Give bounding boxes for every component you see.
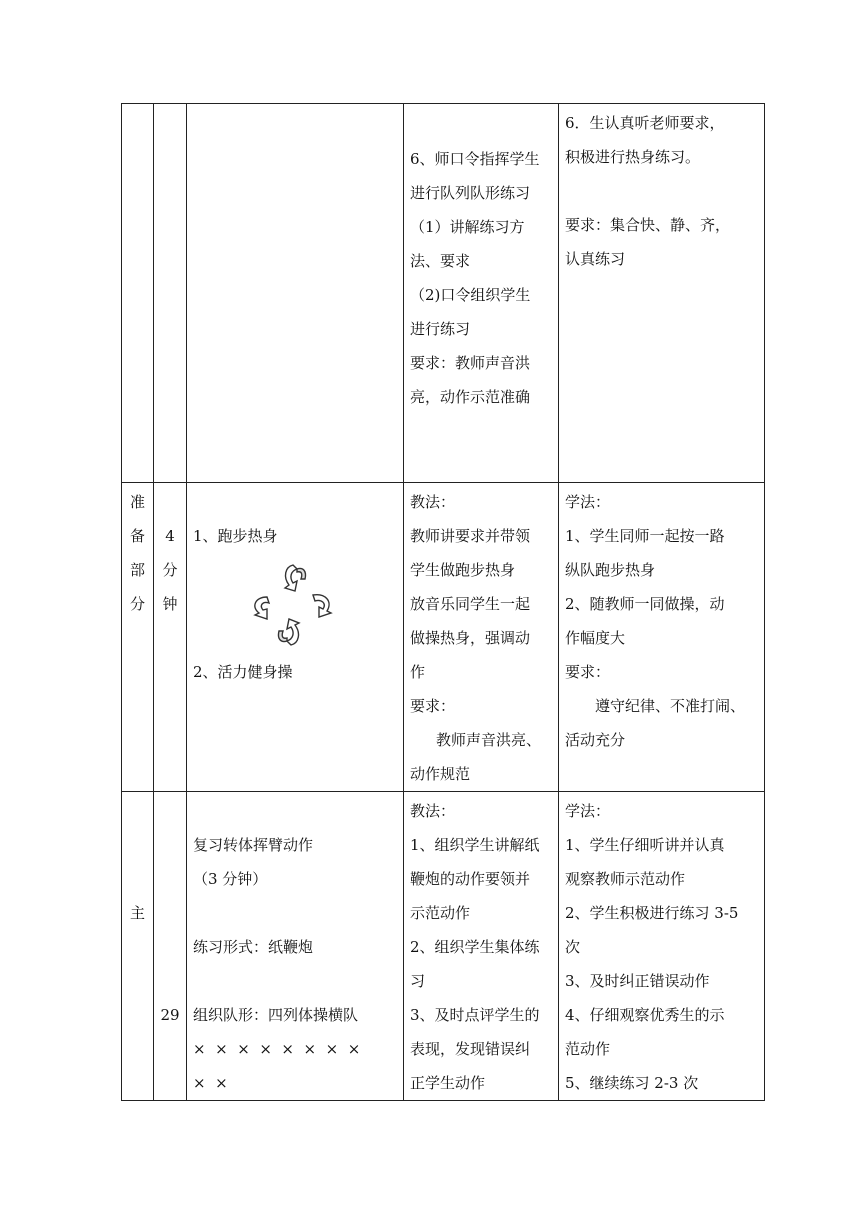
text-line: 4、仔细观察优秀生的示 bbox=[565, 1006, 725, 1024]
text-line: 做操热身，强调动 bbox=[410, 629, 531, 647]
formation-row: × × bbox=[193, 1074, 228, 1092]
teacher-method-cell bbox=[404, 792, 559, 1101]
text-line: 1、组织学生讲解纸 bbox=[410, 836, 540, 854]
text-line: 表现，发现错误纠 bbox=[410, 1040, 531, 1058]
section-char: 备 bbox=[129, 527, 145, 545]
text-line: 认真练习 bbox=[565, 250, 626, 268]
time-char: 4 bbox=[165, 527, 175, 545]
text-line: 积极进行热身练习。 bbox=[565, 148, 701, 166]
text-line: （1）讲解练习方 bbox=[410, 218, 525, 236]
text-line: 进行队列队形练习 bbox=[410, 184, 531, 202]
content-item: 1、跑步热身 bbox=[193, 527, 278, 545]
teacher-method-cell bbox=[404, 104, 559, 483]
text-line: 2、组织学生集体练 bbox=[410, 938, 540, 956]
teacher-method-cell bbox=[404, 483, 559, 792]
section-char: 准 bbox=[129, 493, 145, 511]
text-line: 2、随教师一同做操，动 bbox=[565, 595, 725, 613]
text-line: 范动作 bbox=[565, 1040, 611, 1058]
time-value: 29 bbox=[160, 1006, 180, 1024]
time-cell bbox=[154, 483, 187, 792]
lesson-plan-table bbox=[121, 103, 765, 1101]
time-cell bbox=[154, 104, 187, 483]
text-line: 作 bbox=[410, 663, 426, 681]
table-row bbox=[122, 104, 765, 483]
text-line: 要求：教师声音洪 bbox=[410, 354, 531, 372]
text-line bbox=[193, 896, 399, 930]
text-line: 动作规范 bbox=[410, 765, 471, 783]
time-char: 钟 bbox=[162, 595, 178, 613]
table-row bbox=[122, 483, 765, 792]
text-line: 2、学生积极进行练习 3-5 bbox=[565, 904, 739, 922]
section-cell bbox=[122, 792, 154, 1101]
text-line: 练习形式：纸鞭炮 bbox=[193, 938, 314, 956]
text-line: 要求：集合快、静、齐， bbox=[565, 216, 731, 234]
text-line: 1、学生仔细听讲并认真 bbox=[565, 836, 725, 854]
formation-row: × × × × × × × × bbox=[193, 1040, 361, 1058]
text-line: （3 分钟） bbox=[193, 870, 268, 888]
section-cell bbox=[122, 483, 154, 792]
student-method-cell bbox=[559, 792, 765, 1101]
requirement-title: 要求： bbox=[410, 697, 456, 715]
text-line: 习 bbox=[410, 972, 426, 990]
section-char: 主 bbox=[129, 904, 145, 922]
content-item: 2、活力健身操 bbox=[193, 663, 293, 681]
student-method-cell bbox=[559, 483, 765, 792]
text-line: 鞭炮的动作要领并 bbox=[410, 870, 531, 888]
text-line: 1、学生同师一起按一路 bbox=[565, 527, 725, 545]
section-char: 分 bbox=[129, 595, 145, 613]
text-line: 组织队形：四列体操横队 bbox=[193, 1006, 359, 1024]
text-line: 观察教师示范动作 bbox=[565, 870, 686, 888]
section-char: 部 bbox=[129, 561, 145, 579]
method-title: 教法： bbox=[410, 493, 456, 511]
content-cell bbox=[187, 483, 404, 792]
text-line: 学生做跑步热身 bbox=[410, 561, 516, 579]
method-title: 学法： bbox=[565, 802, 611, 820]
text-line: 纵队跑步热身 bbox=[565, 561, 656, 579]
text-line: 正学生动作 bbox=[410, 1074, 486, 1092]
text-line bbox=[193, 964, 399, 998]
text-line: 3、及时纠正错误动作 bbox=[565, 972, 710, 990]
text-line: 次 bbox=[565, 938, 581, 956]
text-line: 作幅度大 bbox=[565, 629, 626, 647]
text-line: 3、及时点评学生的 bbox=[410, 1006, 540, 1024]
time-char: 分 bbox=[162, 561, 178, 579]
table-row bbox=[122, 792, 765, 1101]
time-cell bbox=[154, 792, 187, 1101]
text-line bbox=[565, 174, 760, 208]
content-cell bbox=[187, 104, 404, 483]
text-line: 亮，动作示范准确 bbox=[410, 388, 531, 406]
requirement-title: 要求： bbox=[565, 663, 611, 681]
text-line: 遵守纪律、不准打闹、 bbox=[595, 697, 746, 715]
content-cell bbox=[187, 792, 404, 1101]
text-line: 6、师口令指挥学生 bbox=[410, 150, 540, 168]
text-line: 教师声音洪亮、 bbox=[436, 731, 542, 749]
section-cell bbox=[122, 104, 154, 483]
text-line: 示范动作 bbox=[410, 904, 471, 922]
text-line: （2)口令组织学生 bbox=[410, 286, 531, 304]
text-line: 放音乐同学生一起 bbox=[410, 595, 531, 613]
text-line: 6．生认真听老师要求， bbox=[565, 114, 725, 132]
text-line: 5、继续练习 2-3 次 bbox=[565, 1074, 699, 1092]
student-method-cell bbox=[559, 104, 765, 483]
text-line: 教师讲要求并带领 bbox=[410, 527, 531, 545]
circular-arrows-icon bbox=[231, 555, 351, 655]
text-line: 活动充分 bbox=[565, 731, 626, 749]
method-title: 教法： bbox=[410, 802, 456, 820]
text-line: 进行练习 bbox=[410, 320, 471, 338]
text-line: 法、要求 bbox=[410, 252, 471, 270]
text-line: 复习转体挥臂动作 bbox=[193, 836, 314, 854]
method-title: 学法： bbox=[565, 493, 611, 511]
